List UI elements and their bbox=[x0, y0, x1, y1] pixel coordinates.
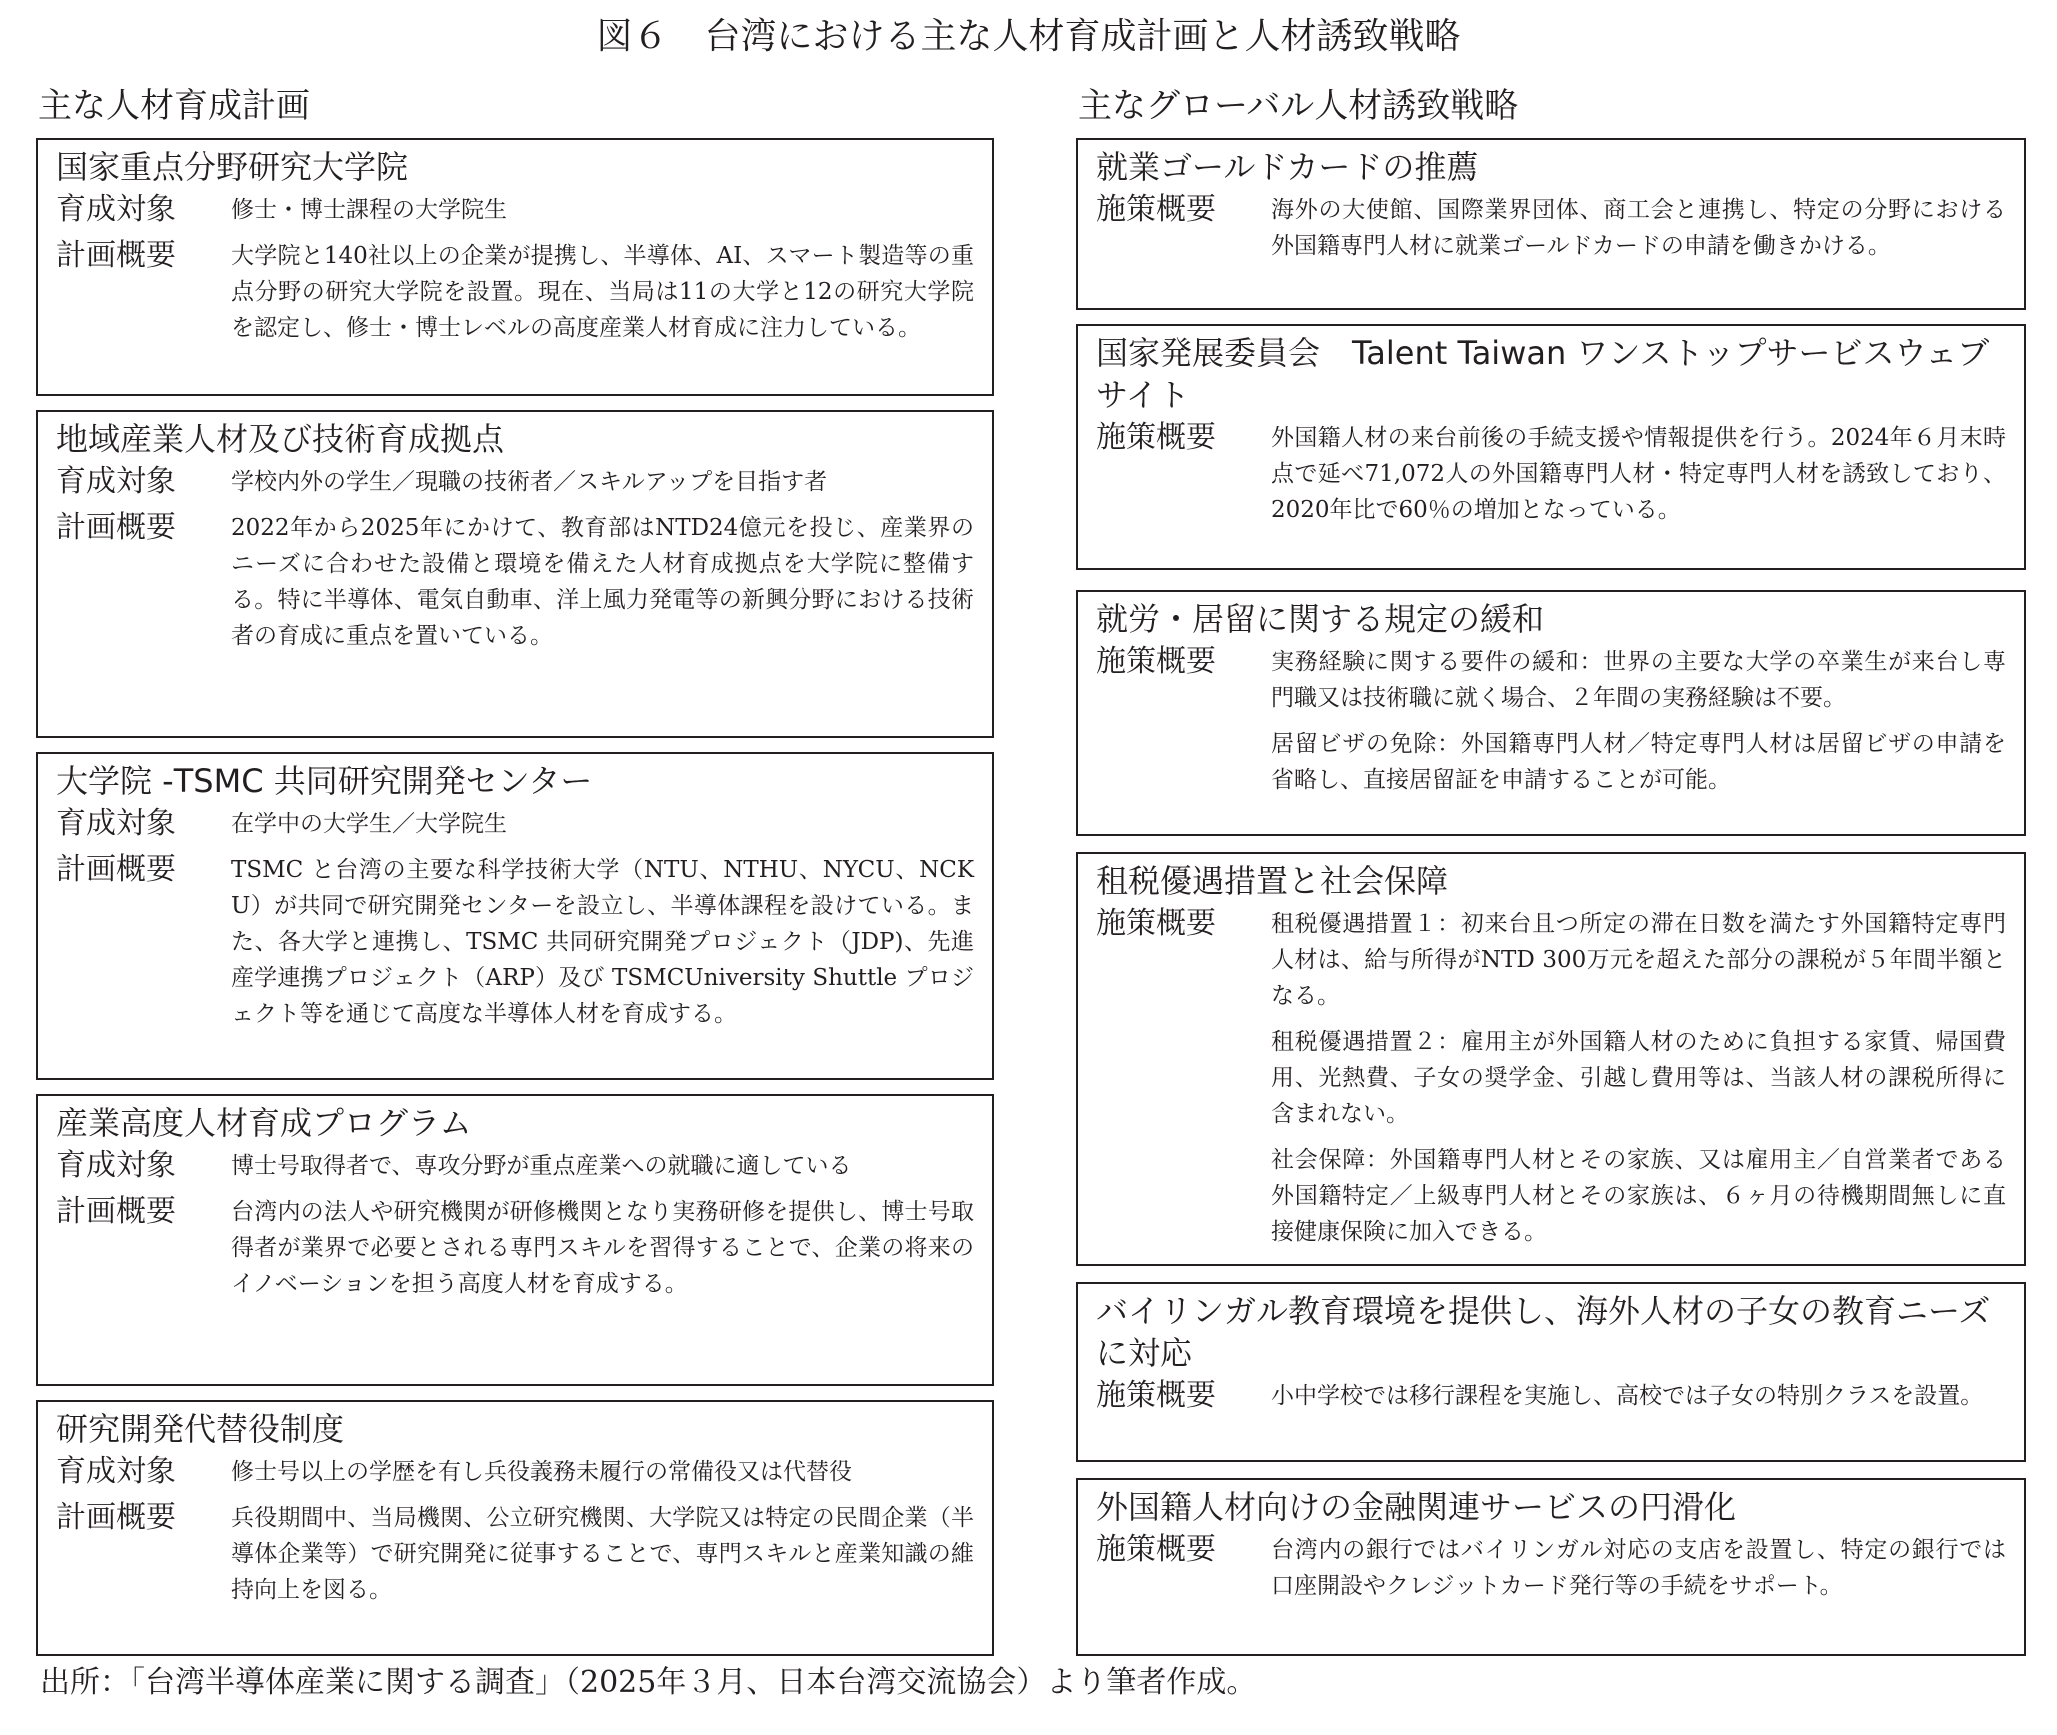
summary-row bbox=[56, 238, 974, 346]
strategy-box bbox=[1076, 138, 2026, 310]
policy-text bbox=[1271, 644, 2006, 798]
target-text: 学校内外の学生／現職の技術者／スキルアップを目指す者 bbox=[231, 469, 828, 495]
policy-text bbox=[1271, 192, 2006, 264]
target-row bbox=[56, 1454, 974, 1490]
summary-text: TSMC と台湾の主要な科学技術大学（NTU、NTHU、NYCU、NCKU）が共同で研究開発センターを設立し、半導体課程を設けている。また、各大学と連携し、TSMC 共同研究開発プロジェクト（JDP)、先進産学連携プロジェクト（ARP）及び TSMCUniversity Shuttle プロジェクト等を通じて高度な半導体人材を育成する。 bbox=[231, 857, 974, 1027]
summary-row bbox=[56, 1500, 974, 1608]
summary-row bbox=[56, 852, 974, 1032]
policy-label: 施策概要 bbox=[1096, 192, 1216, 227]
target-text: 修士・博士課程の大学院生 bbox=[231, 197, 507, 223]
plan-title: 地域産業人材及び技術育成拠点 bbox=[56, 420, 505, 458]
strategy-box bbox=[1076, 324, 2026, 570]
figure-title: 図６ 台湾における主な人材育成計画と人材誘致戦略 bbox=[596, 16, 1461, 57]
strategy-title: 就労・居留に関する規定の緩和 bbox=[1096, 600, 1545, 638]
policy-paragraph: 小中学校では移行課程を実施し、高校では子女の特別クラスを設置。 bbox=[1271, 1383, 1984, 1409]
summary-text: 大学院と140社以上の企業が提携し、半導体、AI、スマート製造等の重点分野の研究大学院を設置。現在、当局は11の大学と12の研究大学院を認定し、修士・博士レベルの高度産業人材育成に注力している。 bbox=[231, 243, 974, 341]
policy-paragraph: 租税優遇措置２：雇用主が外国籍人材のために負担する家賃、帰国費用、光熱費、子女の奨学金、引越し費用等は、当該人材の課税所得に含まれない。 bbox=[1271, 1029, 2007, 1127]
strategy-title: 就業ゴールドカードの推薦 bbox=[1096, 148, 1479, 186]
policy-label: 施策概要 bbox=[1096, 906, 1216, 941]
policy-row bbox=[1096, 906, 2006, 1250]
plan-title: 産業高度人材育成プログラム bbox=[56, 1104, 472, 1142]
target-row bbox=[56, 806, 974, 842]
policy-label: 施策概要 bbox=[1096, 1532, 1216, 1567]
strategy-box bbox=[1076, 1282, 2026, 1462]
strategy-title: 租税優遇措置と社会保障 bbox=[1096, 862, 1449, 900]
target-row bbox=[56, 464, 974, 500]
strategy-box bbox=[1076, 590, 2026, 836]
strategy-title: 外国籍人材向けの金融関連サービスの円滑化 bbox=[1096, 1488, 1737, 1526]
policy-row bbox=[1096, 1378, 2006, 1414]
plan-box bbox=[36, 1400, 994, 1656]
policy-paragraph: 実務経験に関する要件の緩和：世界の主要な大学の卒業生が来台し専門職又は技術職に就く場合、２年間の実務経験は不要。 bbox=[1271, 649, 2006, 711]
policy-paragraph: 海外の大使館、国際業界団体、商工会と連携し、特定の分野における外国籍専門人材に就業ゴールドカードの申請を働きかける。 bbox=[1271, 197, 2006, 259]
summary-label: 計画概要 bbox=[56, 852, 176, 887]
summary-label: 計画概要 bbox=[56, 1500, 176, 1535]
target-text: 修士号以上の学歴を有し兵役義務未履行の常備役又は代替役 bbox=[231, 1459, 852, 1485]
plan-box bbox=[36, 410, 994, 738]
summary-label: 計画概要 bbox=[56, 1194, 176, 1229]
strategy-title: 国家発展委員会 Talent Taiwan ワンストップサービスウェブサイト bbox=[1096, 334, 1990, 414]
plan-title: 国家重点分野研究大学院 bbox=[56, 148, 409, 186]
target-text: 博士号取得者で、専攻分野が重点産業への就職に適している bbox=[231, 1153, 852, 1179]
policy-text bbox=[1271, 1378, 2006, 1414]
summary-row bbox=[56, 1194, 974, 1302]
policy-row bbox=[1096, 192, 2006, 264]
policy-text bbox=[1271, 420, 2006, 528]
plan-box bbox=[36, 138, 994, 396]
plan-title: 研究開発代替役制度 bbox=[56, 1410, 345, 1448]
strategy-box bbox=[1076, 1478, 2026, 1656]
policy-paragraph: 台湾内の銀行ではバイリンガル対応の支店を設置し、特定の銀行では口座開設やクレジットカード発行等の手続をサポート。 bbox=[1271, 1537, 2006, 1599]
target-label: 育成対象 bbox=[56, 464, 176, 499]
policy-row bbox=[1096, 644, 2006, 798]
policy-label: 施策概要 bbox=[1096, 1378, 1216, 1413]
policy-paragraph: 社会保障：外国籍専門人材とその家族、又は雇用主／自営業者である外国籍特定／上級専門人材とその家族は、６ヶ月の待機期間無しに直接健康保険に加入できる。 bbox=[1271, 1147, 2006, 1245]
policy-paragraph: 居留ビザの免除：外国籍専門人材／特定専門人材は居留ビザの申請を省略し、直接居留証を申請することが可能。 bbox=[1271, 731, 2007, 793]
source-note: 出所：「台湾半導体産業に関する調査」（2025年３月、日本台湾交流協会）より筆者作成。 bbox=[40, 1665, 1257, 1700]
policy-paragraph: 租税優遇措置１：初来台且つ所定の滞在日数を満たす外国籍特定専門人材は、給与所得がNTD 300万元を超えた部分の課税が５年間半額となる。 bbox=[1271, 911, 2006, 1009]
plan-box bbox=[36, 1094, 994, 1386]
target-label: 育成対象 bbox=[56, 806, 176, 841]
summary-text: 台湾内の法人や研究機関が研修機関となり実務研修を提供し、博士号取得者が業界で必要とされる専門スキルを習得することで、企業の将来のイノベーションを担う高度人材を育成する。 bbox=[231, 1199, 974, 1297]
summary-text: 2022年から2025年にかけて、教育部はNTD24億元を投じ、産業界のニーズに合わせた設備と環境を備えた人材育成拠点を大学院に整備する。特に半導体、電気自動車、洋上風力発電等の新興分野における技術者の育成に重点を置いている。 bbox=[231, 515, 974, 649]
target-label: 育成対象 bbox=[56, 1454, 176, 1489]
policy-row bbox=[1096, 420, 2006, 528]
strategy-title: バイリンガル教育環境を提供し、海外人材の子女の教育ニーズに対応 bbox=[1096, 1292, 1991, 1372]
target-row bbox=[56, 192, 974, 228]
plan-box bbox=[36, 752, 994, 1080]
plan-title: 大学院 -TSMC 共同研究開発センター bbox=[56, 762, 593, 800]
policy-label: 施策概要 bbox=[1096, 644, 1216, 679]
left-column-heading: 主な人材育成計画 bbox=[38, 86, 310, 126]
policy-label: 施策概要 bbox=[1096, 420, 1216, 455]
policy-row bbox=[1096, 1532, 2006, 1604]
policy-text bbox=[1271, 1532, 2006, 1604]
target-label: 育成対象 bbox=[56, 1148, 176, 1183]
summary-label: 計画概要 bbox=[56, 238, 176, 273]
summary-text: 兵役期間中、当局機関、公立研究機関、大学院又は特定の民間企業（半導体企業等）で研究開発に従事することで、専門スキルと産業知識の維持向上を図る。 bbox=[231, 1505, 974, 1603]
target-text: 在学中の大学生／大学院生 bbox=[231, 811, 507, 837]
summary-row bbox=[56, 510, 974, 654]
strategy-box bbox=[1076, 852, 2026, 1266]
target-row bbox=[56, 1148, 974, 1184]
policy-text bbox=[1271, 906, 2006, 1250]
target-label: 育成対象 bbox=[56, 192, 176, 227]
summary-label: 計画概要 bbox=[56, 510, 176, 545]
right-column-heading: 主なグローバル人材誘致戦略 bbox=[1078, 86, 1519, 126]
policy-paragraph: 外国籍人材の来台前後の手続支援や情報提供を行う。2024年６月末時点で延べ71,072人の外国籍専門人材・特定専門人材を誘致しており、2020年比で60％の増加となっている。 bbox=[1271, 425, 2006, 523]
